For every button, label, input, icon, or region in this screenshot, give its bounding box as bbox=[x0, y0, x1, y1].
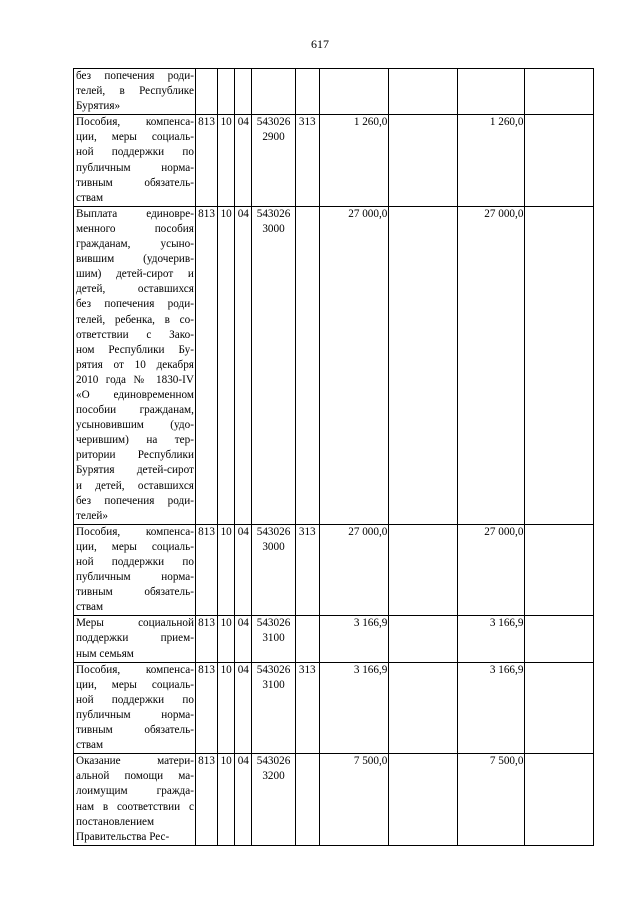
cell-amount-2 bbox=[389, 754, 458, 846]
name-line: тивным обязатель- bbox=[76, 586, 194, 599]
cell-amount-1: 1 260,0 bbox=[319, 115, 389, 207]
name-line: ответствии с Зако- bbox=[76, 328, 194, 341]
target-code: 543026 bbox=[256, 525, 291, 538]
name-line: Пособия, компенса- bbox=[76, 525, 194, 538]
cell-ministry: 813 bbox=[195, 206, 217, 524]
name-line: ции, меры социаль- bbox=[76, 131, 194, 144]
name-line: лоимущим гражда- bbox=[76, 785, 194, 798]
cell-section: 10 bbox=[218, 662, 235, 754]
cell-amount-2 bbox=[389, 115, 458, 207]
cell-amount-4 bbox=[525, 115, 594, 207]
table-row bbox=[74, 115, 594, 207]
cell-expense bbox=[295, 69, 319, 115]
name-line: черившим) на тер- bbox=[76, 434, 194, 447]
name-line: Пособия, компенса- bbox=[76, 663, 194, 676]
cell-expense bbox=[295, 616, 319, 662]
cell-target bbox=[252, 115, 295, 207]
target-code: 543026 bbox=[256, 116, 291, 129]
cell-section: 10 bbox=[218, 754, 235, 846]
name-line: и детей, оставшихся bbox=[76, 479, 194, 492]
table-row bbox=[74, 754, 594, 846]
name-line: вившим (удочерив- bbox=[76, 253, 194, 266]
target-code-suffix: 2900 bbox=[262, 131, 285, 144]
cell-amount-3: 1 260,0 bbox=[457, 115, 525, 207]
name-line: ной поддержки по bbox=[76, 146, 194, 159]
cell-target bbox=[252, 754, 295, 846]
cell-amount-1: 3 166,9 bbox=[319, 616, 389, 662]
name-line: ции, меры социаль- bbox=[76, 678, 194, 691]
cell-subsection: 04 bbox=[235, 662, 252, 754]
name-line: шим) детей-сирот и bbox=[76, 268, 194, 281]
cell-ministry: 813 bbox=[195, 115, 217, 207]
name-line: ной поддержки по bbox=[76, 693, 194, 706]
name-line: рятия от 10 декабря bbox=[76, 358, 194, 371]
name-line: Выплата единовре- bbox=[76, 207, 194, 220]
cell-amount-3: 3 166,9 bbox=[457, 616, 525, 662]
name-line: Бурятия» bbox=[76, 100, 121, 113]
target-code-suffix: 3200 bbox=[262, 770, 285, 783]
cell-amount-1: 27 000,0 bbox=[319, 524, 389, 616]
cell-amount-2 bbox=[389, 206, 458, 524]
cell-name bbox=[74, 662, 196, 754]
cell-section: 10 bbox=[218, 524, 235, 616]
cell-amount-4 bbox=[525, 524, 594, 616]
cell-expense: 313 bbox=[295, 524, 319, 616]
name-line: Меры социальной bbox=[76, 617, 194, 630]
cell-amount-4 bbox=[525, 616, 594, 662]
cell-name bbox=[74, 616, 196, 662]
name-line: ствам bbox=[76, 191, 104, 204]
cell-subsection: 04 bbox=[235, 754, 252, 846]
cell-ministry bbox=[195, 69, 217, 115]
cell-amount-2 bbox=[389, 69, 458, 115]
cell-target bbox=[252, 524, 295, 616]
cell-subsection: 04 bbox=[235, 206, 252, 524]
cell-section: 10 bbox=[218, 616, 235, 662]
name-line: публичным норма- bbox=[76, 708, 194, 721]
table-row bbox=[74, 662, 594, 754]
target-code-suffix: 3000 bbox=[262, 222, 285, 235]
cell-section: 10 bbox=[218, 206, 235, 524]
name-line: ствам bbox=[76, 601, 104, 614]
cell-amount-4 bbox=[525, 754, 594, 846]
cell-target bbox=[252, 69, 295, 115]
target-code: 543026 bbox=[256, 617, 291, 630]
cell-target bbox=[252, 662, 295, 754]
name-line: ным семьям bbox=[76, 647, 134, 660]
cell-amount-3 bbox=[457, 69, 525, 115]
table-row bbox=[74, 206, 594, 524]
cell-subsection: 04 bbox=[235, 115, 252, 207]
name-line: тивным обязатель- bbox=[76, 724, 194, 737]
cell-amount-1: 7 500,0 bbox=[319, 754, 389, 846]
name-line: 2010 года № 1830-IV bbox=[76, 373, 194, 386]
name-line: альной помощи ма- bbox=[76, 770, 194, 783]
table-body bbox=[74, 69, 594, 846]
cell-amount-4 bbox=[525, 662, 594, 754]
cell-name bbox=[74, 206, 196, 524]
name-line: телей» bbox=[76, 509, 108, 522]
cell-target bbox=[252, 616, 295, 662]
name-line: ритории Республики bbox=[76, 449, 194, 462]
name-line: ной поддержки по bbox=[76, 556, 194, 568]
name-line: публичным норма- bbox=[76, 161, 194, 174]
cell-name bbox=[74, 69, 196, 115]
cell-expense bbox=[295, 206, 319, 524]
name-line: поддержки прием- bbox=[76, 632, 194, 645]
cell-section bbox=[218, 69, 235, 115]
name-line: гражданам, усыно- bbox=[76, 238, 194, 251]
cell-name bbox=[74, 524, 196, 616]
budget-table bbox=[73, 68, 594, 846]
name-line: менного пособия bbox=[76, 222, 194, 235]
table-row bbox=[74, 69, 594, 115]
name-line: усыновившим (удо- bbox=[76, 419, 194, 432]
name-line: без попечения роди- bbox=[76, 298, 194, 311]
cell-expense: 313 bbox=[295, 115, 319, 207]
name-line: ции, меры социаль- bbox=[76, 540, 194, 553]
cell-section: 10 bbox=[218, 115, 235, 207]
table-row bbox=[74, 616, 594, 662]
cell-name bbox=[74, 115, 196, 207]
name-line: без попечения роди- bbox=[76, 70, 194, 82]
cell-ministry: 813 bbox=[195, 754, 217, 846]
name-line: без попечения роди- bbox=[76, 494, 194, 507]
name-line: нам в соответствии с bbox=[76, 800, 194, 813]
target-code: 543026 bbox=[256, 207, 291, 220]
cell-amount-3: 27 000,0 bbox=[457, 524, 525, 616]
name-line: телей, в Республике bbox=[76, 85, 194, 98]
cell-target bbox=[252, 206, 295, 524]
name-line: Оказание матери- bbox=[76, 755, 194, 768]
page-number: 617 bbox=[311, 37, 329, 51]
target-code-suffix: 3100 bbox=[262, 632, 285, 645]
name-line: «О единовременном bbox=[76, 388, 194, 401]
cell-amount-3: 3 166,9 bbox=[457, 662, 525, 754]
cell-amount-3: 7 500,0 bbox=[457, 754, 525, 846]
table-row bbox=[74, 524, 594, 616]
cell-expense bbox=[295, 754, 319, 846]
cell-subsection: 04 bbox=[235, 616, 252, 662]
cell-amount-2 bbox=[389, 662, 458, 754]
name-line: Правительства Рес- bbox=[76, 830, 170, 843]
name-line: Бурятия детей-сирот bbox=[76, 464, 194, 477]
cell-amount-3: 27 000,0 bbox=[457, 206, 525, 524]
target-code: 543026 bbox=[256, 663, 291, 676]
cell-amount-4 bbox=[525, 69, 594, 115]
target-code: 543026 bbox=[256, 755, 291, 768]
name-line: ном Республики Бу- bbox=[76, 343, 194, 356]
cell-amount-1: 3 166,9 bbox=[319, 662, 389, 754]
cell-ministry: 813 bbox=[195, 616, 217, 662]
name-line: телей, ребенка, в со- bbox=[76, 313, 194, 326]
cell-amount-2 bbox=[389, 524, 458, 616]
cell-expense: 313 bbox=[295, 662, 319, 754]
cell-amount-1: 27 000,0 bbox=[319, 206, 389, 524]
name-line: постановлением bbox=[76, 815, 155, 828]
cell-name bbox=[74, 754, 196, 846]
cell-amount-2 bbox=[389, 616, 458, 662]
cell-subsection bbox=[235, 69, 252, 115]
target-code-suffix: 3000 bbox=[262, 540, 285, 553]
name-line: Пособия, компенса- bbox=[76, 116, 194, 129]
target-code-suffix: 3100 bbox=[262, 678, 285, 691]
name-line: публичным норма- bbox=[76, 571, 194, 584]
name-line: ствам bbox=[76, 739, 104, 752]
name-line: тивным обязатель- bbox=[76, 176, 194, 189]
cell-amount-1 bbox=[319, 69, 389, 115]
cell-ministry: 813 bbox=[195, 662, 217, 754]
cell-amount-4 bbox=[525, 206, 594, 524]
name-line: детей, оставшихся bbox=[76, 283, 194, 296]
cell-ministry: 813 bbox=[195, 524, 217, 616]
name-line: пособии гражданам, bbox=[76, 404, 194, 417]
cell-subsection: 04 bbox=[235, 524, 252, 616]
